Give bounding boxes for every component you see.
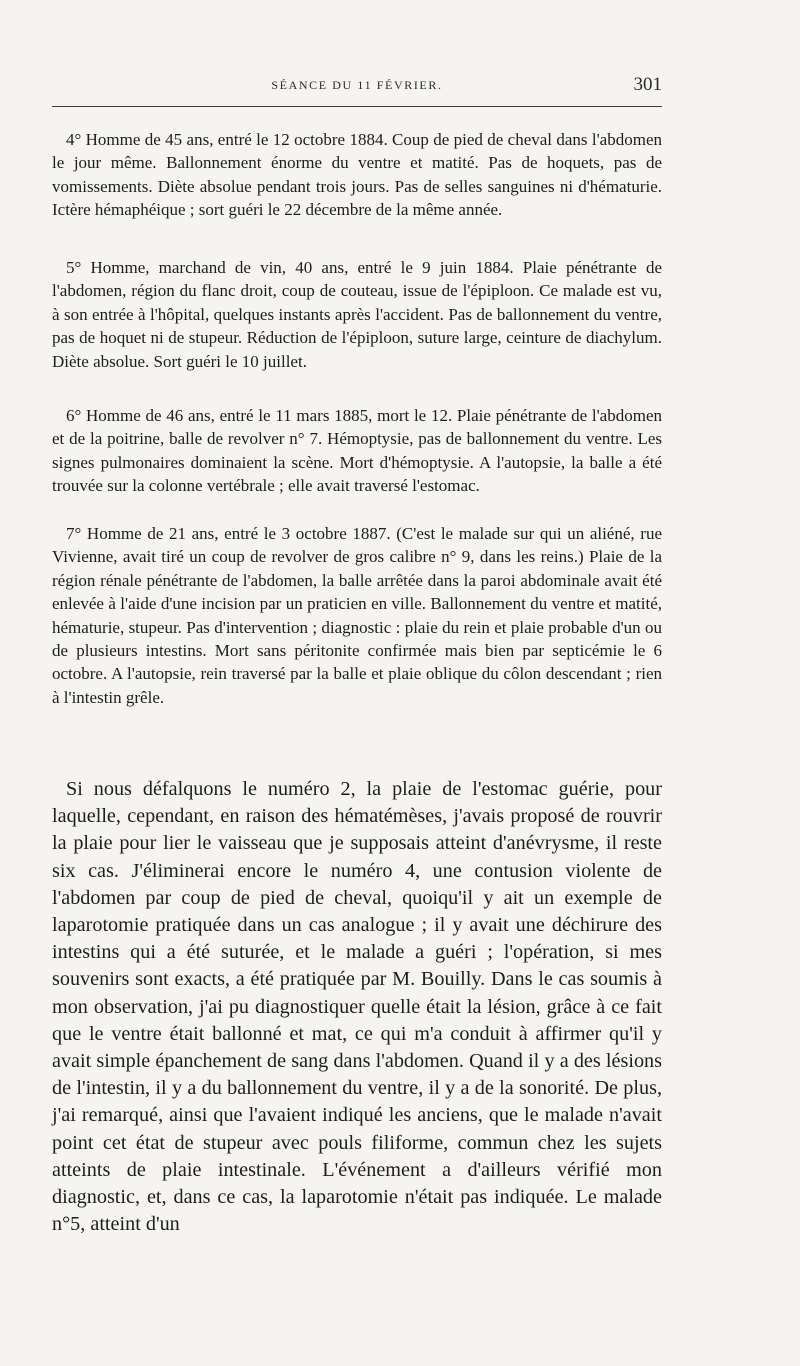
running-title: SÉANCE DU 11 FÉVRIER. (271, 78, 443, 92)
header-rule (52, 106, 662, 107)
case-paragraph-5: 5° Homme, marchand de vin, 40 ans, entré le 9 juin 1884. Plaie pénétrante de l'abdomen, région du flanc droit, coup de couteau, issue de l'épiploon. Ce malade est vu, à son entrée à l'hôpital, quelques instants après l'accident. Pas de ballonnement du ventre, pas de hoquet ni de stupeur. Réduction de l'épiploon, suture large, ceinture de diachylum. Diète absolue. Sort guéri le 10 juillet. (52, 258, 662, 371)
case-paragraph-6: 6° Homme de 46 ans, entré le 11 mars 1885, mort le 12. Plaie pénétrante de l'abdomen et de la poitrine, balle de revolver n° 7. Hémoptysie, pas de ballonnement du ventre. Les signes pulmonaires dominaient la scène. Mort d'hémoptysie. A l'autopsie, la balle a été trouvée sur la colonne vertébrale ; elle avait traversé l'estomac. (52, 406, 662, 496)
case-paragraph-4: 4° Homme de 45 ans, entré le 12 octobre 1884. Coup de pied de cheval dans l'abdomen le jour même. Ballonnement énorme du ventre et matité. Pas de hoquets, pas de vomissements. Diète absolue pendant trois jours. Pas de selles sanguines ni d'hématurie. Ictère hémaphéique ; sort guéri le 22 décembre de la même année. (52, 130, 662, 220)
case-paragraph-7: 7° Homme de 21 ans, entré le 3 octobre 1887. (C'est le malade sur qui un aliéné, rue Vivienne, avait tiré un coup de revolver de gros calibre n° 9, dans les reins.) Plaie de la région rénale pénétrante de l'abdomen, la balle arrêtée dans la paroi abdominale avait été enlevée à l'aide d'une incision par un praticien en ville. Ballonnement du ventre et matité, hématurie, stupeur. Pas d'intervention ; diagnostic : plaie du rein et plaie probable d'un ou de plusieurs intestins. Mort sans péritonite confirmée mais bien par septicémie le 6 octobre. A l'autopsie, rein traversé par la balle et plaie oblique du côlon descendant ; rien à l'intestin grêle. (52, 524, 662, 707)
discussion-paragraph: Si nous défalquons le numéro 2, la plaie de l'estomac guérie, pour laquelle, cependant, en raison des hématémèses, j'avais proposé de rouvrir la plaie pour lier le vaisseau que je supposais atteint d'anévrysme, il reste six cas. J'éliminerai encore le numéro 4, une contusion violente de l'abdomen par coup de pied de cheval, quoiqu'il y ait un exemple de laparotomie pratiquée dans un cas analogue ; il y avait une déchirure des intestins qui a été suturée, et le malade a guéri ; l'opération, si mes souvenirs sont exacts, a été pratiquée par M. Bouilly. Dans le cas soumis à mon observation, j'ai pu diagnostiquer quelle était la lésion, grâce à ce fait que le ventre était ballonné et mat, ce qui m'a conduit à affirmer qu'il y avait simple épanchement de sang dans l'abdomen. Quand il y a des lésions de l'intestin, il y a du ballonnement du ventre, il y a de la sonorité. De plus, j'ai remarqué, ainsi que l'avaient indiqué les anciens, que le malade n'avait point cet état de stupeur avec pouls filiforme, commun chez les sujets atteints de plaie intestinale. L'événement a d'ailleurs vérifié mon diagnostic, et, dans ce cas, la laparotomie n'était pas indiquée. Le malade n°5, atteint d'un (52, 778, 662, 1236)
page-number: 301 (633, 74, 662, 95)
running-header (52, 74, 662, 100)
